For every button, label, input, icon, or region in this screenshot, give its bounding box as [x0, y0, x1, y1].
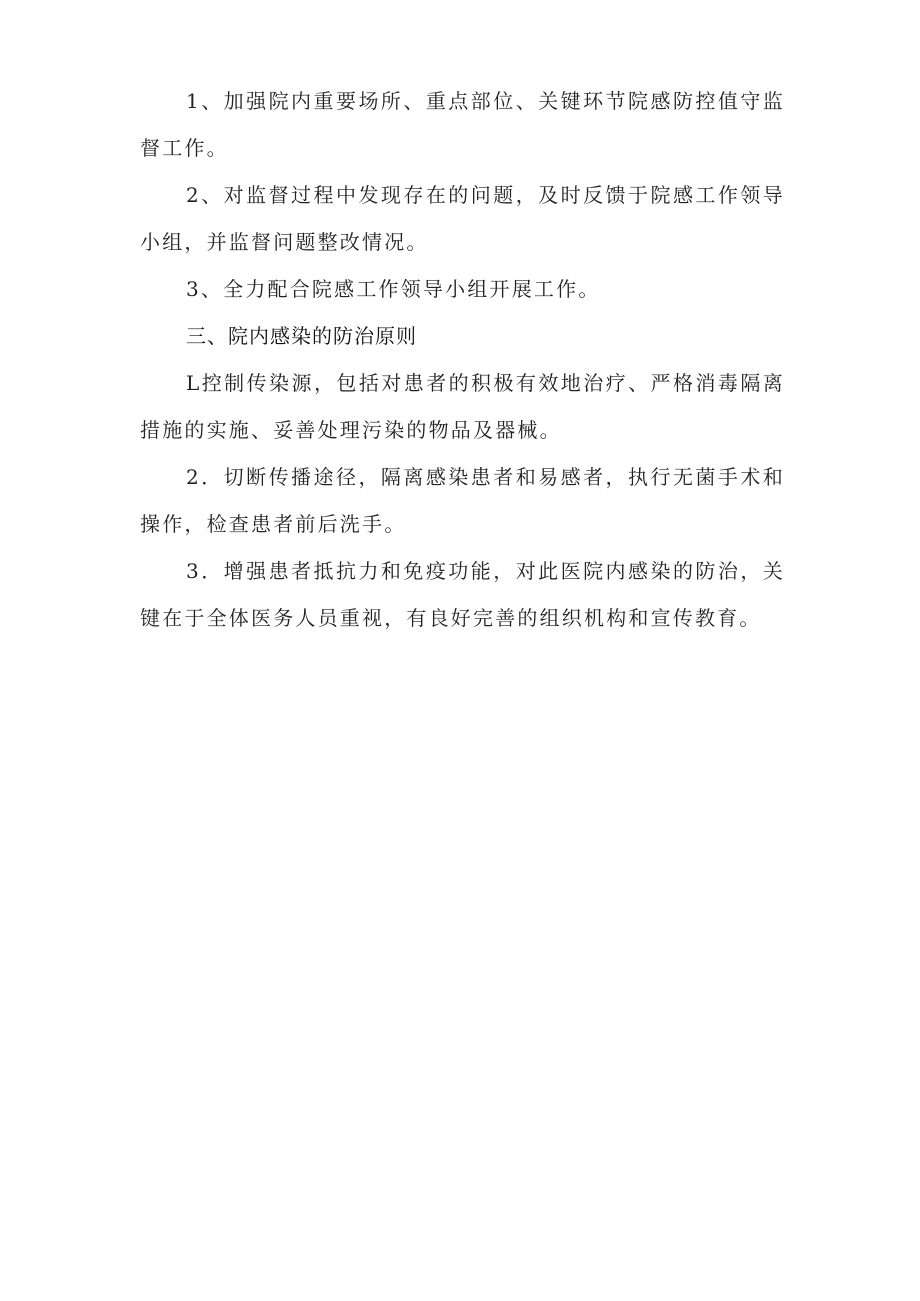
- section-heading: 三、院内感染的防治原则: [186, 324, 417, 348]
- paragraph-duty-1: 1、加强院内重要场所、重点部位、关键环节院感防控值守监督工作。: [140, 89, 785, 160]
- paragraph-principle-1: L控制传染源，包括对患者的积极有效地治疗、严格消毒隔离措施的实施、妥善处理污染的物品及器械。: [140, 371, 785, 442]
- paragraph-principle-3: 3．增强患者抵抗力和免疫功能，对此医院内感染的防治，关键在于全体医务人员重视，有良好完善的组织机构和宣传教育。: [140, 559, 785, 630]
- document-body: [140, 78, 785, 642]
- paragraph-duty-3: 3、全力配合院感工作领导小组开展工作。: [186, 277, 601, 301]
- paragraph-principle-2: 2．切断传播途径，隔离感染患者和易感者，执行无菌手术和操作，检查患者前后洗手。: [140, 465, 785, 536]
- paragraph-duty-2: 2、对监督过程中发现存在的问题，及时反馈于院感工作领导小组，并监督问题整改情况。: [140, 183, 785, 254]
